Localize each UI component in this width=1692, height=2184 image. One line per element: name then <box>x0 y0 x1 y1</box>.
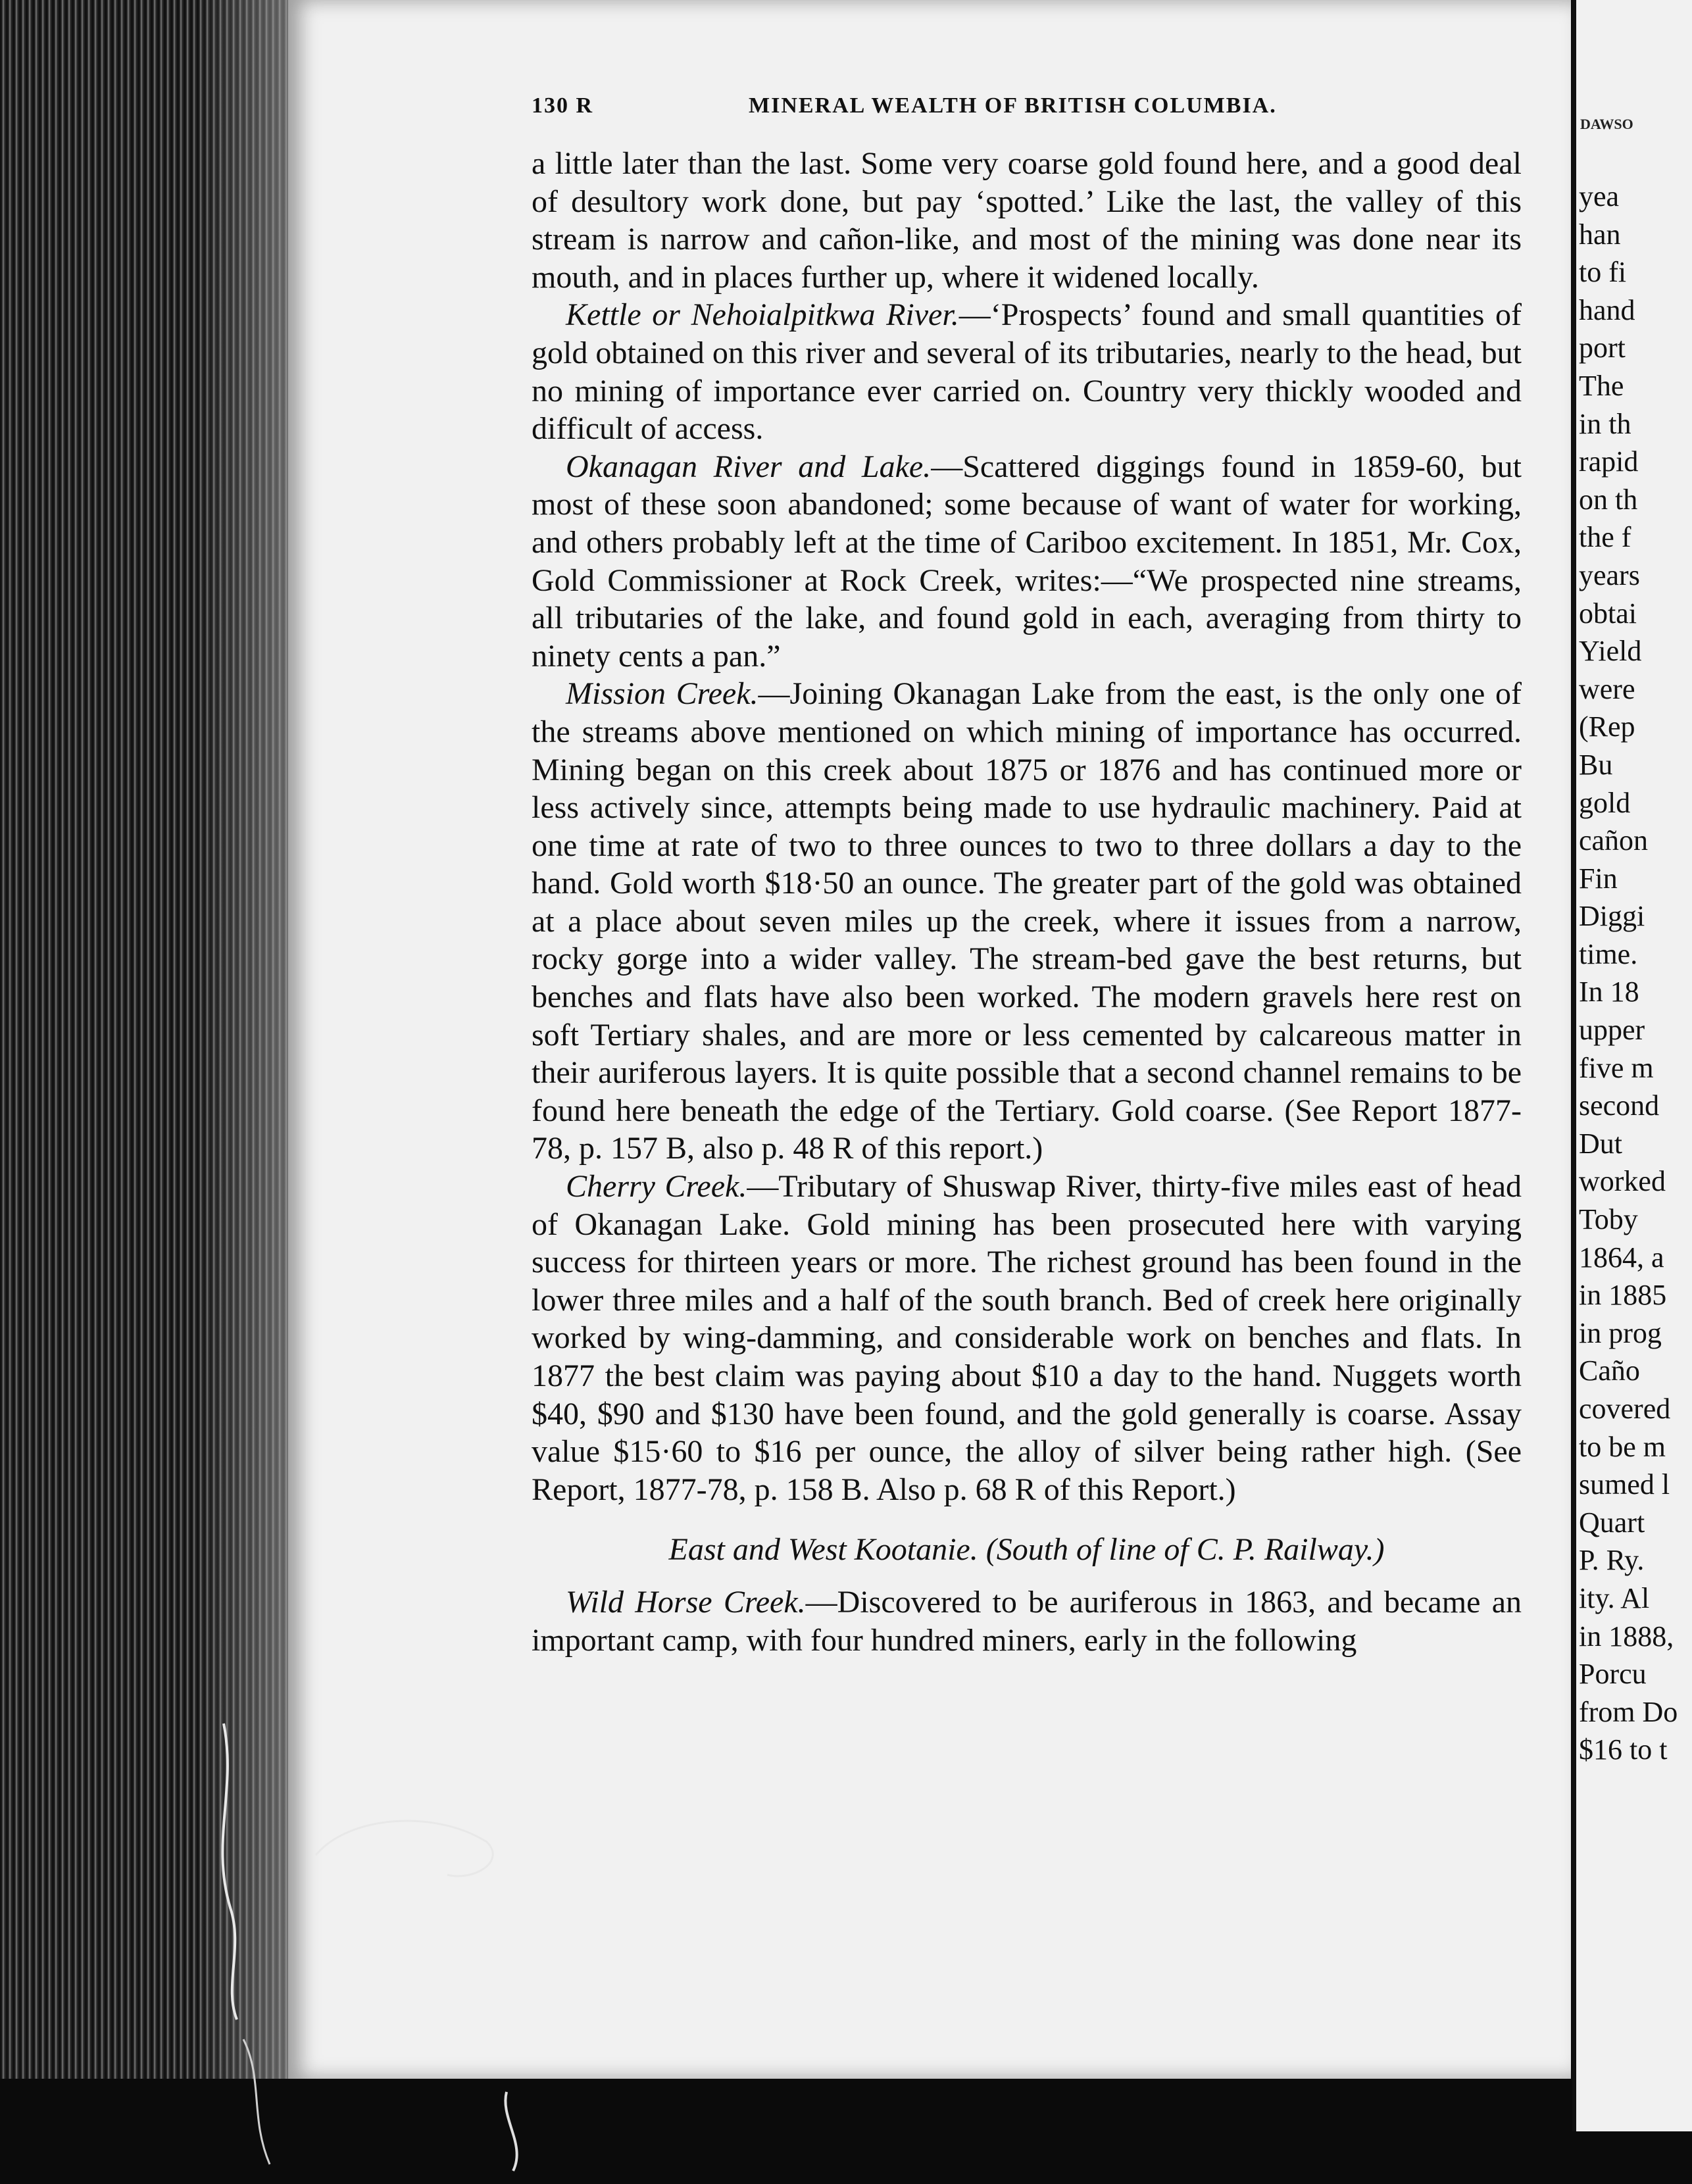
running-title: MINERAL WEALTH OF BRITISH COLUMBIA. <box>749 93 1277 118</box>
adjacent-page-line: (Rep <box>1579 710 1635 743</box>
adjacent-page-line: cañon <box>1579 824 1649 857</box>
paragraph-lead: Wild Horse Creek. <box>566 1584 806 1620</box>
paragraph-text: —Discovered to be auriferous in 1863, and became an important camp, with four hundred miners, early in the following <box>532 1584 1522 1658</box>
adjacent-page-line: worked <box>1579 1165 1666 1198</box>
pencil-scribble-mark <box>197 1710 553 2184</box>
adjacent-page-line: to fi <box>1579 256 1627 289</box>
paragraph-lead: Mission Creek. <box>566 676 759 712</box>
section-heading: East and West Kootanie. (South of line of C. P. Railway.) <box>668 1532 1385 1568</box>
paragraph-text: —Scattered diggings found in 1859-60, but most of these soon abandoned; some because of want of water for working, and others probably left at the time of Cariboo excitement. In 1851, Mr. Cox, Gold Commissioner at Rock Creek, writes:—“We prospected nine streams, all tributaries of the lake, and found gold in each, averaging from thirty to ninety cents a pan.” <box>532 449 1522 674</box>
adjacent-page-line: P. Ry. <box>1579 1544 1645 1577</box>
adjacent-page-line: in th <box>1579 407 1631 440</box>
body-text <box>532 145 1522 1659</box>
adjacent-page-line: $16 to t <box>1579 1733 1668 1766</box>
adjacent-page-line: in prog <box>1579 1316 1662 1349</box>
adjacent-page-line: Fin <box>1579 862 1618 895</box>
adjacent-page-line: Diggi <box>1579 900 1645 933</box>
adjacent-page-line: Yield <box>1579 635 1642 668</box>
adjacent-page-line: ity. Al <box>1579 1581 1650 1614</box>
page-number: 130 R <box>532 93 594 118</box>
adjacent-page-line: Bu <box>1579 748 1613 781</box>
adjacent-page-line: on th <box>1579 483 1638 516</box>
paragraph-text: —Tributary of Shuswap River, thirty-five miles east of head of Okanagan Lake. Gold mining has been prosecuted here with varying success for thirteen years or more. The richest ground has been found in the lower three miles and a half of the south branch. Bed of creek here originally worked by wing-damming, and considerable work on benches and flats. In 1877 the best claim was paying about $10 a day to the hand. Nuggets worth $40, $90 and $130 have been found, and the gold generally is coarse. Assay value $15·60 to $16 per ounce, the alloy of silver being rather high. (See Report, 1877-78, p. 158 B. Also p. 68 R of this Report.) <box>532 1169 1522 1507</box>
adjacent-page-line: sumed l <box>1579 1468 1670 1501</box>
adjacent-page-line: rapid <box>1579 445 1639 478</box>
adjacent-page-line: gold <box>1579 786 1631 819</box>
adjacent-page-lines <box>1579 178 1678 1769</box>
adjacent-page-line: Toby <box>1579 1203 1638 1236</box>
paragraph-mission-creek <box>532 675 1522 1168</box>
adjacent-page-line: Porcu <box>1579 1658 1647 1691</box>
adjacent-page-line: upper <box>1579 1014 1645 1047</box>
adjacent-page-line: Quart <box>1579 1506 1645 1539</box>
adjacent-page-line: Caño <box>1579 1354 1640 1387</box>
adjacent-page-line: to be m <box>1579 1430 1666 1463</box>
adjacent-page-line: 1864, a <box>1579 1241 1664 1274</box>
adjacent-page-line: port <box>1579 332 1626 364</box>
adjacent-page-line: from Do <box>1579 1695 1678 1728</box>
paragraph-text: a little later than the last. Some very coarse gold found here, and a good deal of desultory work done, but pay ‘spotted.’ Like the last, the valley of this stream is narrow and cañon-like, and most of the mining was done near its mouth, and in places further up, where it widened locally. <box>532 146 1522 295</box>
adjacent-page-line: han <box>1579 218 1621 251</box>
paragraph-lead: Cherry Creek. <box>566 1169 747 1204</box>
adjacent-page-line: time. <box>1579 937 1638 970</box>
adjacent-page-line: In 18 <box>1579 976 1639 1008</box>
adjacent-page-line: Dut <box>1579 1127 1622 1160</box>
paragraph-wild-horse-creek <box>532 1583 1522 1659</box>
adjacent-page-line: five m <box>1579 1051 1654 1084</box>
adjacent-page-line: covered <box>1579 1393 1671 1425</box>
paragraph-text: —Joining Okanagan Lake from the east, is the only one of the streams above mentioned on which mining of importance has occurred. Mining began on this creek about 1875 or 1876 and has continued more or less actively since, attempts being made to use hydraulic machinery. Paid at one time at rate of two to three ounces to two to three dollars a day to the hand. Gold worth $18·50 an ounce. The greater part of the gold was obtained at a place about seven miles up the creek, where it issues from a narrow, rocky gorge into a wider valley. The stream-bed gave the best returns, but benches and flats have also been worked. The modern gravels here rest on soft Tertiary shales, and are more or less cemented by calcareous matter in their auriferous layers. It is quite possible that a second channel remains to be found here beneath the edge of the Tertiary. Gold coarse. (See Report 1877-78, p. 157 B, also p. 48 R of this report.) <box>532 676 1522 1166</box>
paragraph-text: —‘Prospects’ found and small quantities of gold obtained on this river and several of its tributaries, nearly to the head, but no mining of importance ever carried on. Country very thickly wooded and difficult of access. <box>532 297 1522 447</box>
adjacent-page-line: second <box>1579 1089 1660 1122</box>
adjacent-page-line: in 1885 <box>1579 1279 1667 1312</box>
paragraph-kettle-river <box>532 296 1522 447</box>
adjacent-page-line: years <box>1579 558 1640 591</box>
adjacent-page-line: in 1888, <box>1579 1620 1674 1652</box>
adjacent-page-line: yea <box>1579 180 1620 212</box>
adjacent-page-header: DAWSO <box>1580 116 1633 132</box>
paragraph-cherry-creek <box>532 1168 1522 1508</box>
running-head <box>532 93 1518 133</box>
adjacent-page-line: obtai <box>1579 597 1637 630</box>
paragraph-continuation <box>532 145 1522 296</box>
paragraph-lead: Okanagan River and Lake. <box>566 449 932 484</box>
paragraph-lead: Kettle or Nehoialpitkwa River. <box>566 297 959 333</box>
adjacent-page-line: the f <box>1579 521 1631 554</box>
adjacent-page-line: were <box>1579 672 1635 705</box>
adjacent-page-line: hand <box>1579 293 1635 326</box>
paragraph-okanagan <box>532 448 1522 676</box>
adjacent-page <box>1572 0 1692 2131</box>
adjacent-page-line: The <box>1579 369 1624 402</box>
